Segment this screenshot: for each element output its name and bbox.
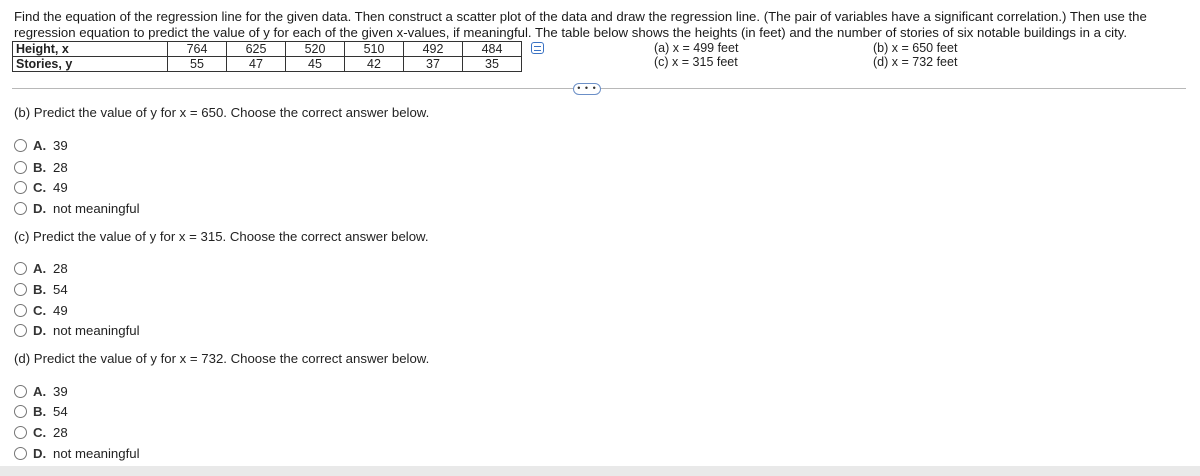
table-cell: 764 xyxy=(168,42,227,57)
table-cell: 42 xyxy=(345,57,404,72)
option-letter: A. xyxy=(33,137,47,153)
option-text: 39 xyxy=(53,383,68,399)
option-letter: D. xyxy=(33,322,47,338)
question-b-prompt: (b) Predict the value of y for x = 650. Choose the correct answer below. xyxy=(14,105,430,120)
option-letter: B. xyxy=(33,403,47,419)
option-letter: C. xyxy=(33,424,47,440)
option-letter: C. xyxy=(33,179,47,195)
question-d-prompt: (d) Predict the value of y for x = 732. Choose the correct answer below. xyxy=(14,351,430,366)
table-cell: 37 xyxy=(404,57,463,72)
option-d-c[interactable] xyxy=(14,424,68,440)
radio-button[interactable] xyxy=(14,385,27,398)
option-b-c[interactable] xyxy=(14,179,68,195)
option-text: not meaningful xyxy=(53,200,140,216)
given-x-c: (c) x = 315 feet xyxy=(654,55,738,69)
table-export-icon[interactable] xyxy=(531,42,544,54)
option-letter: B. xyxy=(33,159,47,175)
option-b-b[interactable] xyxy=(14,159,68,175)
radio-button[interactable] xyxy=(14,262,27,275)
option-letter: A. xyxy=(33,260,47,276)
option-text: 28 xyxy=(53,159,68,175)
data-table xyxy=(12,41,522,72)
option-c-a[interactable] xyxy=(14,260,68,276)
option-letter: D. xyxy=(33,445,47,461)
table-row xyxy=(13,42,522,57)
table-cell: 520 xyxy=(286,42,345,57)
radio-button[interactable] xyxy=(14,139,27,152)
option-text: 39 xyxy=(53,137,68,153)
option-b-d[interactable] xyxy=(14,200,140,216)
table-cell: 625 xyxy=(227,42,286,57)
table-cell: 484 xyxy=(463,42,522,57)
option-text: not meaningful xyxy=(53,322,140,338)
given-x-a: (a) x = 499 feet xyxy=(654,41,739,55)
radio-button[interactable] xyxy=(14,161,27,174)
problem-statement: Find the equation of the regression line for the given data. Then construct a scatter plot of the data and draw the regression line. (The pair of variables have a significant correlation.) Then use the regression equation to predict the value of y for each of the given x-values, if meaningful. The table below shows the heights (in feet) and the number of stories of six notable buildings in a city. xyxy=(14,9,1147,40)
footer-bar xyxy=(0,466,1200,476)
more-button[interactable]: • • • xyxy=(573,83,601,95)
radio-button[interactable] xyxy=(14,405,27,418)
table-cell: 35 xyxy=(463,57,522,72)
option-c-c[interactable] xyxy=(14,302,68,318)
option-d-d[interactable] xyxy=(14,445,140,461)
y-row-label: Stories, y xyxy=(13,57,168,72)
option-letter: A. xyxy=(33,383,47,399)
given-x-d: (d) x = 732 feet xyxy=(873,55,958,69)
table-cell: 47 xyxy=(227,57,286,72)
radio-button[interactable] xyxy=(14,304,27,317)
given-x-b: (b) x = 650 feet xyxy=(873,41,958,55)
option-text: 54 xyxy=(53,403,68,419)
option-text: not meaningful xyxy=(53,445,140,461)
table-cell: 55 xyxy=(168,57,227,72)
option-b-a[interactable] xyxy=(14,137,68,153)
table-cell: 510 xyxy=(345,42,404,57)
option-letter: C. xyxy=(33,302,47,318)
radio-button[interactable] xyxy=(14,426,27,439)
radio-button[interactable] xyxy=(14,283,27,296)
option-text: 28 xyxy=(53,424,68,440)
table-cell: 492 xyxy=(404,42,463,57)
x-row-label: Height, x xyxy=(13,42,168,57)
option-d-b[interactable] xyxy=(14,403,68,419)
option-c-b[interactable] xyxy=(14,281,68,297)
table-cell: 45 xyxy=(286,57,345,72)
radio-button[interactable] xyxy=(14,324,27,337)
option-text: 28 xyxy=(53,260,68,276)
option-text: 54 xyxy=(53,281,68,297)
option-letter: B. xyxy=(33,281,47,297)
radio-button[interactable] xyxy=(14,202,27,215)
option-letter: D. xyxy=(33,200,47,216)
radio-button[interactable] xyxy=(14,447,27,460)
option-text: 49 xyxy=(53,179,68,195)
option-d-a[interactable] xyxy=(14,383,68,399)
radio-button[interactable] xyxy=(14,181,27,194)
option-c-d[interactable] xyxy=(14,322,140,338)
table-row xyxy=(13,57,522,72)
option-text: 49 xyxy=(53,302,68,318)
question-c-prompt: (c) Predict the value of y for x = 315. Choose the correct answer below. xyxy=(14,229,429,244)
